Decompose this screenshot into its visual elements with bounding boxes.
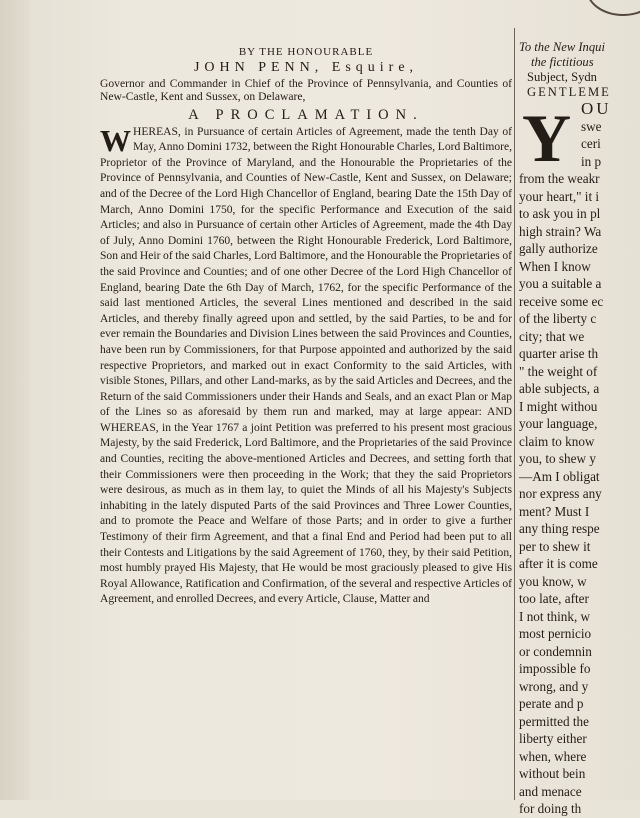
- letter-text-line: quarter arise th: [519, 346, 599, 361]
- letter-text-line: any thing respe: [519, 521, 600, 536]
- letter-text-line: city; that we: [519, 328, 585, 344]
- letter-text-line: most pernicio: [519, 626, 592, 641]
- letter-header-line: Subject, Sydn: [527, 70, 597, 84]
- letter-text-line: in p: [581, 153, 602, 169]
- letter-header-line: the fictitious: [531, 55, 594, 69]
- page-margin-shadow: [0, 0, 30, 800]
- letter-text-line: high strain? Wa: [519, 223, 602, 239]
- proclamation-body: [100, 122, 512, 608]
- letter-text-line: permitted the: [519, 713, 589, 729]
- letter-text-line: perate and p: [519, 696, 584, 711]
- letter-text-line: after it is come: [519, 556, 598, 571]
- letter-text-line: swe: [581, 118, 602, 134]
- letter-text-line: I not think, w: [519, 608, 591, 624]
- header-name: JOHN PENN, Esquire,: [193, 60, 419, 75]
- letter-text-line: When I know: [519, 258, 591, 274]
- letter-text-line: to ask you in pl: [519, 206, 601, 221]
- letter-header-line: To the New Inqui: [519, 40, 605, 54]
- letter-text-line: OU: [581, 99, 612, 118]
- drop-cap-y: Y: [522, 100, 572, 176]
- letter-text-line: your heart," it i: [519, 188, 600, 204]
- letter-header-line: GENTLEME: [527, 85, 611, 99]
- header-line-honourable: BY THE HONOURABLE: [238, 46, 374, 58]
- letter-text-line: you a suitable a: [519, 276, 602, 291]
- letter-text-line: when, where: [519, 748, 587, 764]
- letter-text-line: or condemnin: [519, 643, 592, 659]
- letter-text-line: —Am I obligat: [519, 468, 600, 484]
- letter-text-line: wrong, and y: [519, 678, 589, 694]
- letter-text-line: able subjects, a: [519, 381, 600, 396]
- letter-text-line: impossible fo: [519, 661, 591, 676]
- column-divider: [514, 28, 515, 800]
- letter-text-line: nor express any: [519, 486, 602, 501]
- letter-text-line: and menace: [519, 783, 582, 799]
- letter-column: [519, 40, 640, 818]
- letter-text-line: gally authorize: [519, 241, 598, 256]
- governor-title: Governor and Commander in Chief of the Province of Pennsylvania, and Counties of New-Castle, Kent and Sussex, on Delaware,: [100, 77, 512, 104]
- letter-text-line: your language,: [519, 416, 598, 431]
- letter-text-line: I might withou: [519, 398, 598, 414]
- letter-text-line: ment? Must I: [519, 503, 590, 519]
- letter-text-line: liberty either: [519, 731, 587, 746]
- drop-cap-w: W: [100, 122, 131, 158]
- proclamation-column: [100, 46, 512, 608]
- letter-text-line: ceri: [581, 136, 601, 151]
- proclamation-title: A PROCLAMATION.: [188, 106, 424, 123]
- letter-text-line: per to shew it: [519, 538, 591, 554]
- letter-text-line: claim to know: [519, 433, 595, 449]
- letter-text-line: receive some ec: [519, 293, 604, 309]
- letter-text-line: you, to shew y: [519, 451, 596, 466]
- letter-text-line: from the weakr: [519, 171, 600, 186]
- seal-mark: [586, 0, 640, 16]
- letter-text-line: you know, w: [519, 573, 587, 589]
- letter-text-line: " the weight of: [519, 363, 598, 379]
- letter-text-line: for doing th: [519, 801, 582, 816]
- proclamation-text: HEREAS, in Pursuance of certain Articles of Agreement, made the tenth Day of May, Anno Domini 1732, between the Right Honourable Charles, Lord Baltimore, Proprietor of the Province of Maryland, and the Honourable the Proprietaries of the Province of Pennsylvania, and Counties of New-Castle, Kent and Sussex, on Delaware; and of the Decree of the Lord High Chancellor of England, bearing Date the 15th Day of March, Anno Domini 1750, for the specific Performance and Execution of the said Articles; and also in Pursuance of certain other Articles of Agreement, made the 4th Day of July, Anno Domini 1760, between the Right Honourable Frederick, Lord Baltimore, Son and Heir of the said Charles, Lord Baltimore, and the Honourable the Proprietaries of the said Province and Counties; and of one other Decree of the Lord High Chancellor of England, bearing Date the 6th Day of March, 1762, for the specific Performance of the said last mentioned Articles, the several Lines mentioned and described in the said Articles, and thereby finally agreed upon and settled, by the said Parties, to be and for ever remain the Boundaries and Division Lines between the said Provinces and Counties, have been run by Commissioners, for that Purpose appointed and authorized by the said respective Proprietors, and marked out in exact Conformity to the said Articles, with visible Stones, Pillars, and other Land-marks, as by the said Articles and Decrees, and the Return of the said Commissioners under their Hands and Seals, and an exact Plan or Map of the Lines so as aforesaid by them run and marked, may at large appear: AND WHEREAS, in the Year 1767 a joint Petition was preferred to his present most gracious Majesty, by the said Frederick, Lord Baltimore, and the Proprietaries of the said Province and Counties, reciting the above-mentioned Articles and Decrees, and setting forth that their Commissioners were then proceeding in the Work; that they the said Proprietors were desirous, as much as in them lay, to quiet the Minds of all his Majesty's Subjects inhabiting in the lately disputed Parts of the said Provinces and Three Lower Counties, and to promote the Peace and Welfare of those Parts; and in order to give a further Testimony of their firm Agreement, and that a final End and Period had been put to all their Contests and Litigations by the said Agreement of 1760, they, by their said Petition, most humbly prayed His Majesty, that He would be most graciously pleased to give His Royal Allowance, Ratification and Confirmation, of the several and respective Articles of Agreement, and enrolled Decrees, and every Article, Clause, Matter and: [100, 125, 512, 606]
- letter-text-line: too late, after: [519, 591, 589, 606]
- letter-text-line: without bein: [519, 766, 586, 781]
- letter-text-line: of the liberty c: [519, 311, 597, 326]
